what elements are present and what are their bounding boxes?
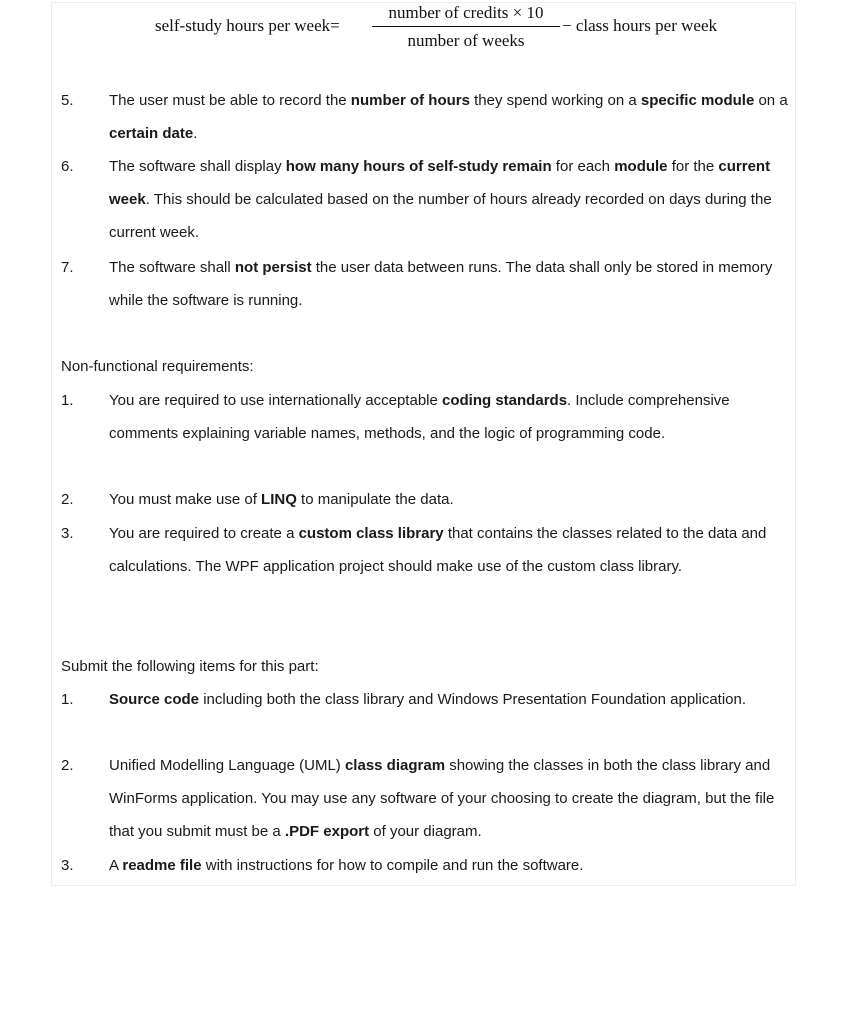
item-text: The user must be able to record the number of hours they spend working on a specific module on a certain date. (109, 92, 788, 142)
item-text: The software shall display how many hours of self-study remain for each module for the current week. This should be calculated based on the number of hours already recorded on days during the current week. (109, 158, 772, 241)
item-text: Source code including both the class library and Windows Presentation Foundation application. (109, 691, 747, 708)
bold-text: specific module (640, 92, 755, 109)
formula-denominator: number of weeks (407, 31, 525, 50)
bold-text: LINQ (261, 491, 297, 508)
bold-text: number of hours (350, 92, 470, 109)
item-number: 2. (61, 757, 74, 774)
bold-text: .PDF export (284, 823, 370, 840)
item-number: 1. (61, 392, 74, 409)
item-number: 3. (61, 857, 74, 874)
bold-text: Source code (109, 691, 200, 708)
item-text: The software shall not persist the user data between runs. The data shall only be stored in memory while the software is running. (109, 259, 773, 309)
bold-text: not persist (234, 259, 312, 276)
item-number: 6. (61, 158, 74, 175)
item-text: You are required to use internationally acceptable coding standards. Include comprehensive comments explaining variable names, methods, and the logic of programming code. (109, 392, 730, 442)
bold-text: coding standards (442, 392, 568, 409)
bold-text: module (614, 158, 668, 175)
bold-text: readme file (122, 857, 202, 874)
formula-lhs: self-study hours per week= (155, 16, 340, 35)
formula-numerator: number of credits × 10 (388, 3, 544, 22)
item-text: You must make use of LINQ to manipulate the data. (109, 491, 454, 508)
submit-heading: Submit the following items for this part: (61, 658, 319, 675)
bold-text: how many hours of self-study remain (285, 158, 552, 175)
self-study-formula (0, 0, 844, 60)
item-number: 2. (61, 491, 74, 508)
formula-rhs: − class hours per week (562, 16, 717, 35)
bold-text: class diagram (344, 757, 446, 774)
item-text: You are required to create a custom class library that contains the classes related to the data and calculations. The WPF application project should make use of the custom class library. (109, 525, 767, 575)
nonfunctional-heading: Non-functional requirements: (61, 358, 254, 375)
formula-fraction (372, 3, 560, 51)
bold-text: current week (109, 158, 771, 208)
fraction-bar (372, 26, 560, 27)
item-text: Unified Modelling Language (UML) class diagram showing the classes in both the class library and WinForms application. You may use any software of your choosing to create the diagram, but the file that you submit must be a .PDF export of your diagram. (109, 757, 775, 840)
bold-text: custom class library (298, 525, 444, 542)
bold-text: certain date (109, 125, 194, 142)
item-number: 7. (61, 259, 74, 276)
item-number: 5. (61, 92, 74, 109)
item-number: 1. (61, 691, 74, 708)
item-number: 3. (61, 525, 74, 542)
item-text: A readme file with instructions for how to compile and run the software. (109, 857, 584, 874)
